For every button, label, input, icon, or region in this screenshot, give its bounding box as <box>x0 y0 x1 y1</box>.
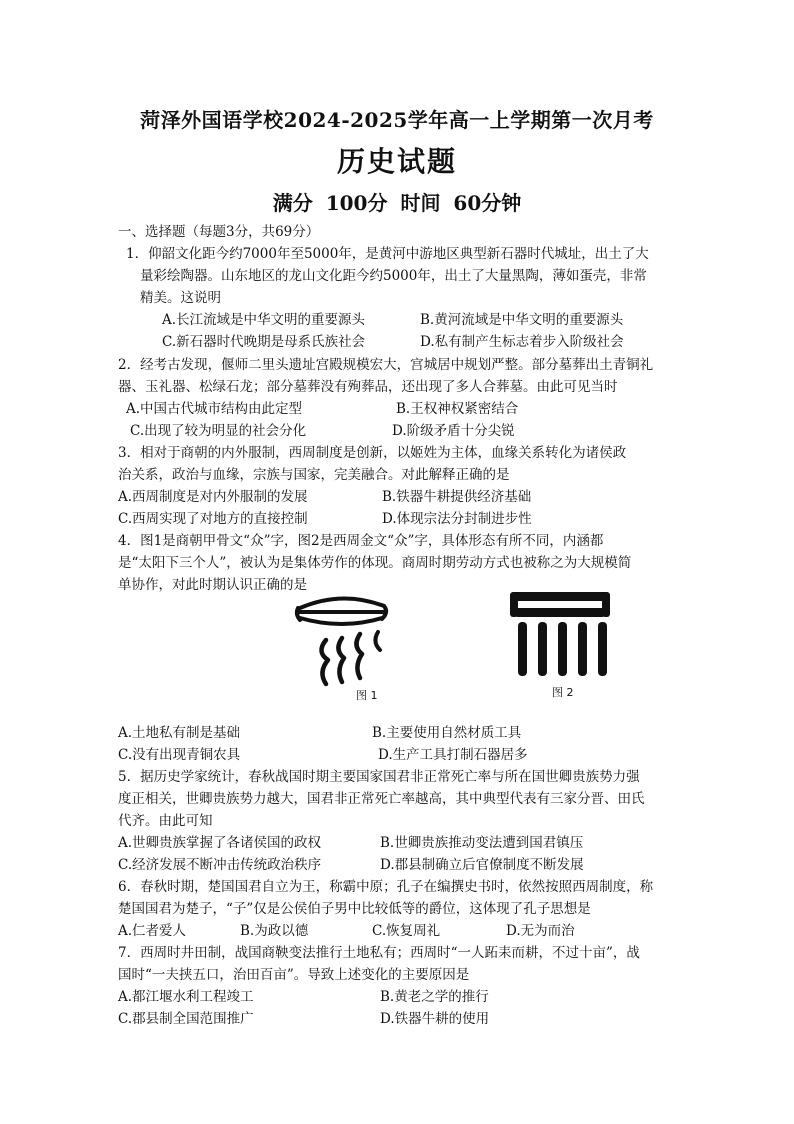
exam-meta: 满分 100分 时间 60分钟 <box>272 191 522 215</box>
q2-stem-line-2: 器、玉礼器、松绿石龙；部分墓葬没有殉葬品，还出现了多人合葬墓。由此可见当时 <box>118 379 618 395</box>
q2-option-c: C.出现了较为明显的社会分化 <box>130 423 307 439</box>
q1-stem-line-2: 量彩绘陶器。山东地区的龙山文化距今约5000年，出土了大量黑陶，薄如蛋壳，非常 <box>140 268 647 284</box>
q7-option-d: D.铁器牛耕的使用 <box>380 1011 490 1027</box>
q2-option-d: D.阶级矛盾十分尖锐 <box>392 423 515 439</box>
q7-stem-line-2: 国时“一夫挟五口，治田百亩”。导致上述变化的主要原因是 <box>118 967 470 983</box>
q1-option-b: B.黄河流域是中华文明的重要源头 <box>420 312 624 328</box>
q1-stem-line-3: 精美。这说明 <box>140 290 221 306</box>
q7-option-a: A.都江堰水利工程竣工 <box>118 989 254 1005</box>
q4-stem-line-2: 是“太阳下三个人”，被认为是集体劳作的体现。商周时期劳动方式也被称之为大规模简 <box>118 555 632 571</box>
q1-stem-line-1: 1．仰韶文化距今约7000年至5000年，是黄河中游地区典型新石器时代城址，出土了大 <box>126 246 649 262</box>
q7-stem-line-1: 7．西周时井田制，战国商鞅变法推行土地私有；西周时“一人跖耒而耕，不过十亩”，战 <box>118 945 640 961</box>
q2-option-b: B.王权神权紧密结合 <box>396 401 519 417</box>
q6-option-c: C.恢复周礼 <box>372 923 441 939</box>
q3-option-a: A.西周制度是对内外服制的发展 <box>118 489 308 505</box>
q5-option-d: D.郡县制确立后官僚制度不断发展 <box>380 857 584 873</box>
q5-option-b: B.世卿贵族推动变法遭到国君镇压 <box>380 835 584 851</box>
q1-option-a: A.长江流域是中华文明的重要源头 <box>162 312 366 328</box>
q3-option-c: C.西周实现了对地方的直接控制 <box>118 511 308 527</box>
q4-stem-line-1: 4．图1是商朝甲骨文“众”字，图2是西周金文“众”字，具体形态有所不同，内涵都 <box>118 533 604 549</box>
q5-option-a: A.世卿贵族掌握了各诸侯国的政权 <box>118 835 322 851</box>
q2-option-a: A.中国古代城市结构由此定型 <box>126 401 303 417</box>
q7-option-b: B.黄老之学的推行 <box>380 989 489 1005</box>
q6-option-a: A.仁者爱人 <box>118 923 187 939</box>
q7-option-c: C.郡县制全国范围推广 <box>118 1011 254 1027</box>
exam-subject-title: 历史试题 <box>336 145 457 178</box>
q4-stem-line-3: 单协作，对此时期认识正确的是 <box>118 577 307 593</box>
q1-option-c: C.新石器时代晚期是母系氏族社会 <box>162 334 366 350</box>
q3-stem-line-1: 3．相对于商朝的内外服制，西周制度是创新，以姬姓为主体，血缘关系转化为诸侯政 <box>118 445 627 461</box>
section-heading: 一、选择题（每题3分，共69分） <box>118 224 320 240</box>
q5-option-c: C.经济发展不断冲击传统政治秩序 <box>118 857 322 873</box>
q6-stem-line-2: 楚国国君为楚子，“子”仅是公侯伯子男中比较低等的爵位，这体现了孔子思想是 <box>118 901 591 917</box>
q6-stem-line-1: 6．春秋时期，楚国国君自立为王，称霸中原；孔子在编撰史书时，依然按照西周制度，称 <box>118 879 654 895</box>
q3-stem-line-2: 治关系，政治与血缘，宗族与国家，完美融合。对此解释正确的是 <box>118 467 510 483</box>
q3-option-d: D.体现宗法分封制进步性 <box>382 511 532 527</box>
q5-stem-line-1: 5．据历史学家统计，春秋战国时期主要国家国君非正常死亡率与所在国世卿贵族势力强 <box>118 769 640 785</box>
figure-2-bronze-glyph <box>506 588 616 680</box>
q5-stem-line-2: 度正相关，世卿贵族势力越大，国君非正常死亡率越高，其中典型代表有三家分晋、田氏 <box>118 791 645 807</box>
exam-school-title: 菏泽外国语学校2024-2025学年高一上学期第一次月考 <box>140 108 654 132</box>
q4-option-d: D.生产工具打制石器居多 <box>378 747 528 763</box>
q4-option-b: B.主要使用自然材质工具 <box>372 725 522 741</box>
q5-stem-line-3: 代齐。由此可知 <box>118 813 213 829</box>
q4-option-c: C.没有出现青铜农具 <box>118 747 241 763</box>
figure-2-caption: 图 2 <box>552 686 574 699</box>
figure-1-oracle-bone-glyph <box>292 592 402 692</box>
q4-option-a: A.土地私有制是基础 <box>118 725 241 741</box>
q6-option-d: D.无为而治 <box>506 923 575 939</box>
figure-1-caption: 图 1 <box>356 689 378 702</box>
q3-option-b: B.铁器牛耕提供经济基础 <box>382 489 532 505</box>
q2-stem-line-1: 2．经考古发现，偃师二里头遗址宫殿规模宏大，宫城居中规划严整。部分墓葬出土青铜礼 <box>118 357 654 373</box>
q1-option-d: D.私有制产生标志着步入阶级社会 <box>420 334 624 350</box>
q6-option-b: B.为政以德 <box>240 923 309 939</box>
